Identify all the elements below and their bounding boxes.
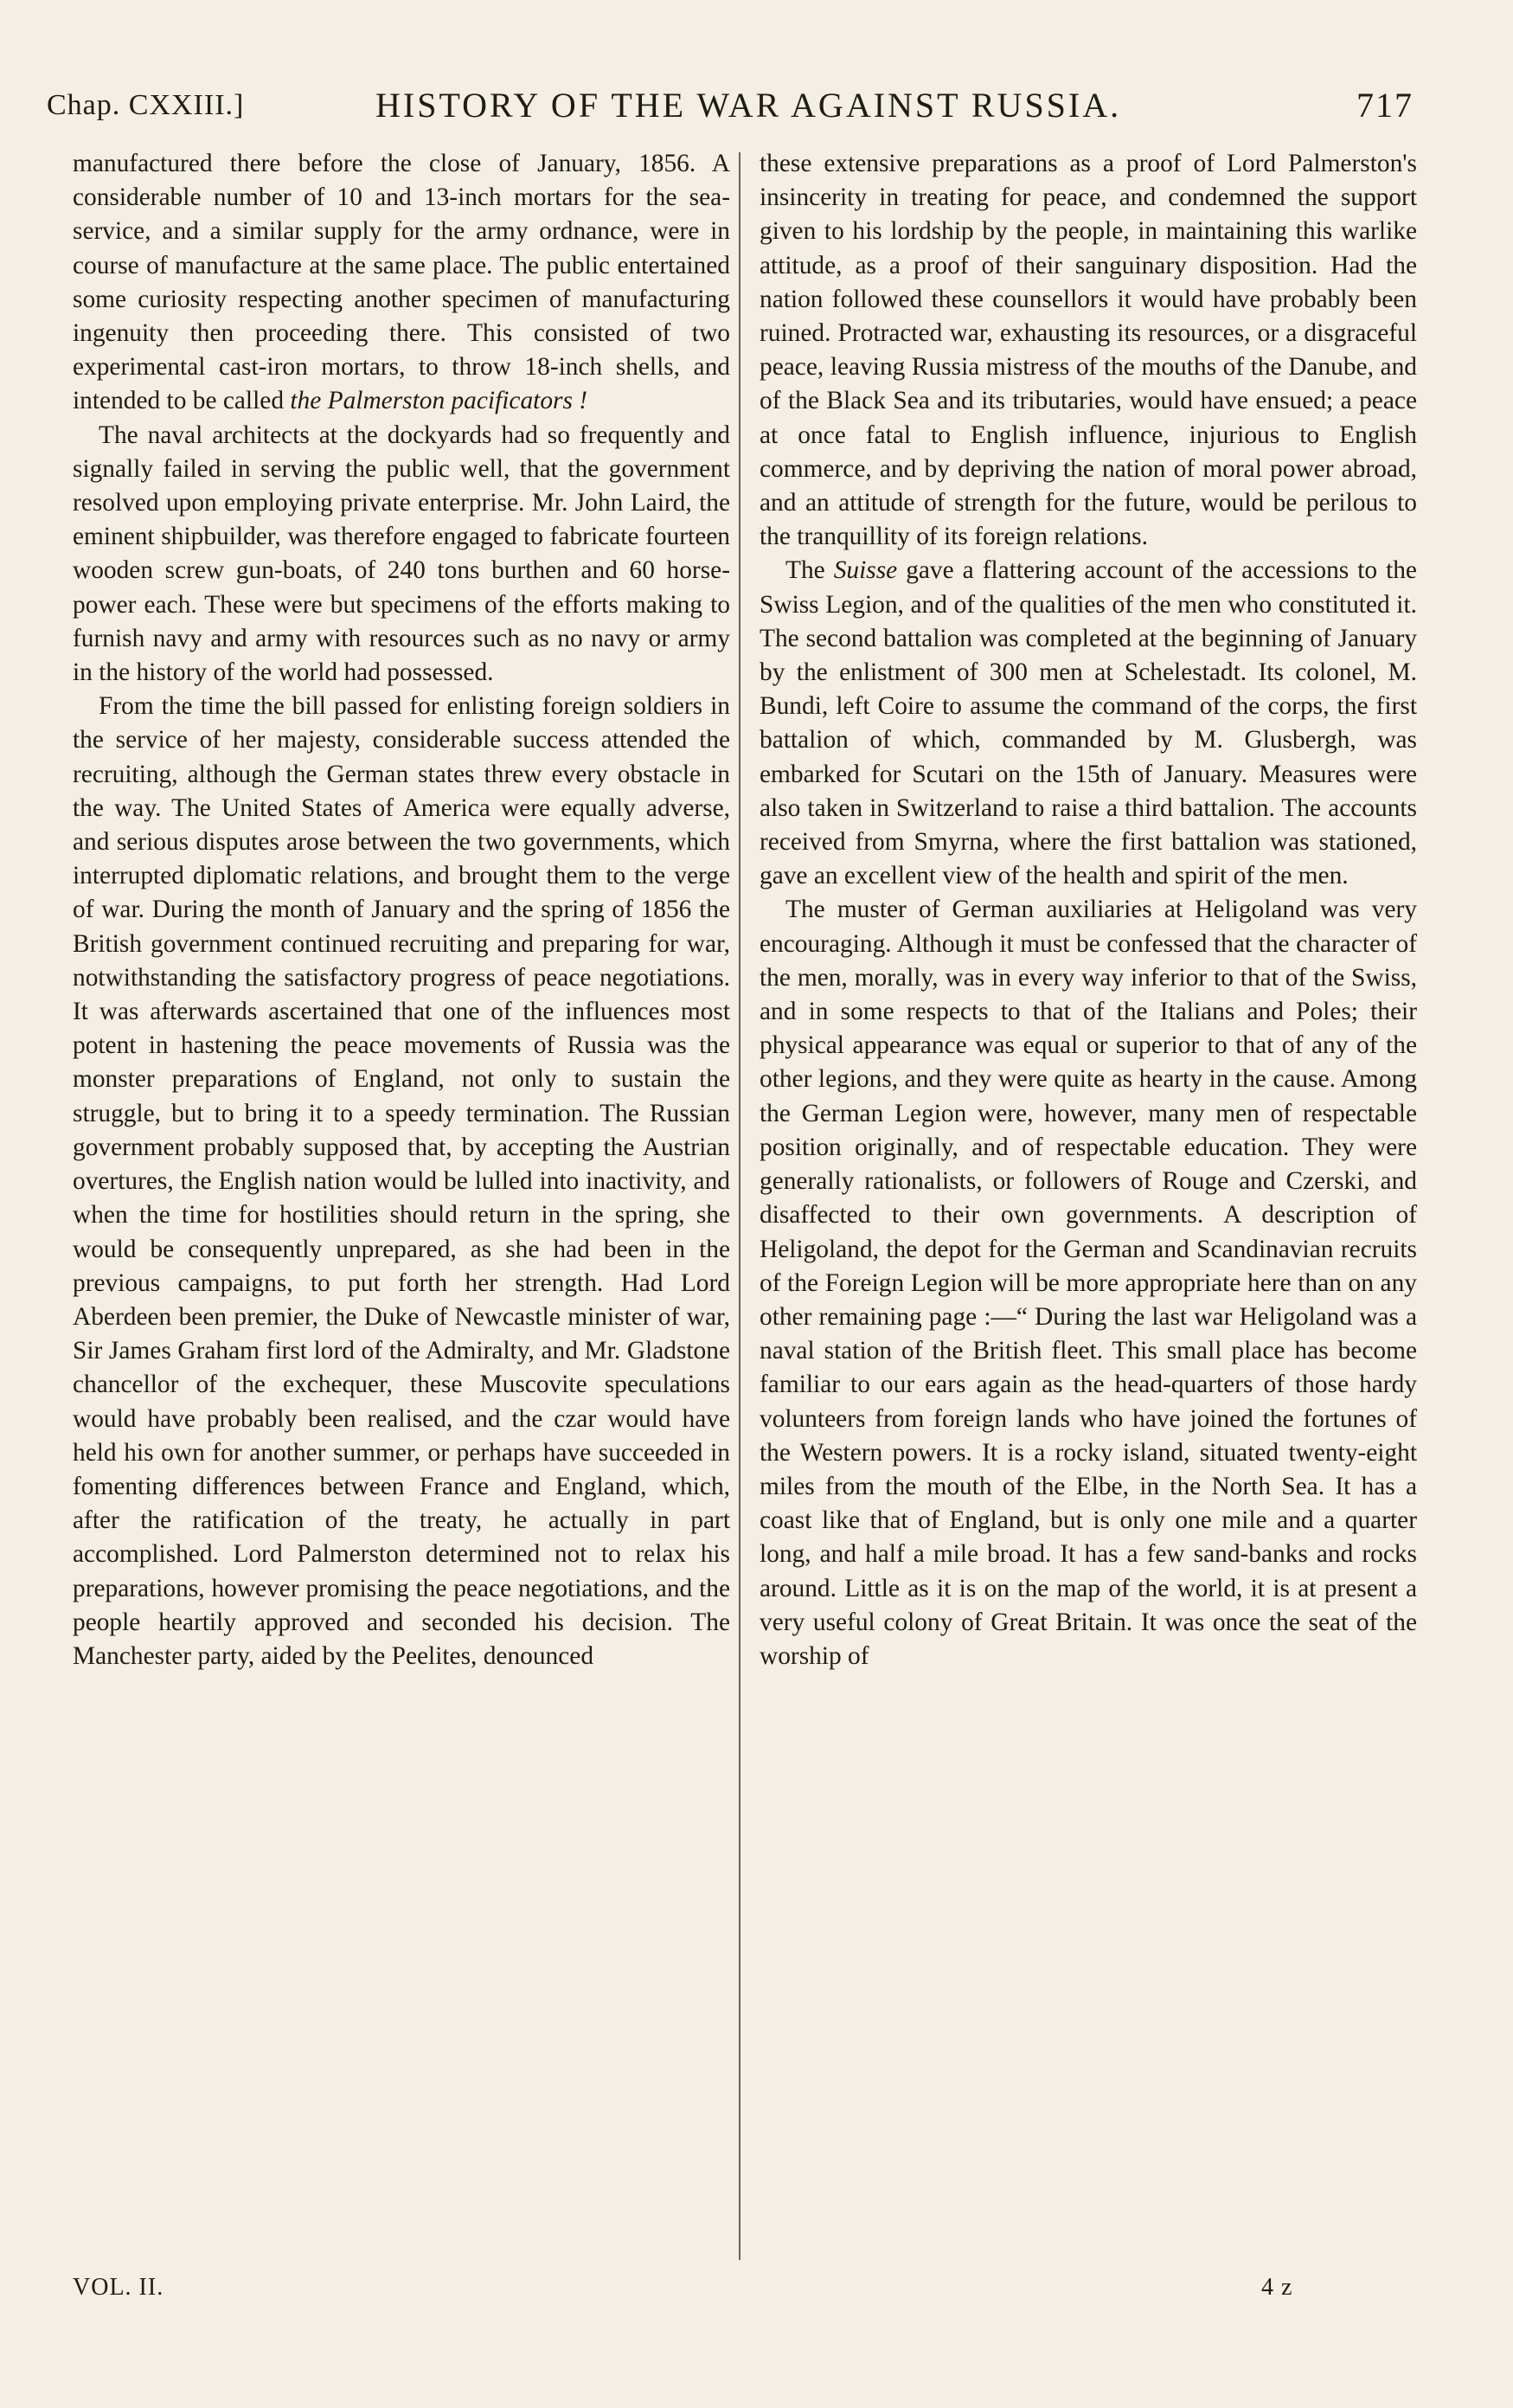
paragraph: The naval architects at the dockyards had so frequently and signally failed in serving the public well, that the government resolved upon employing private enterprise. Mr. John Laird, the eminent shipbuilder, was therefore engaged to fabricate fourteen wooden screw gun-boats, of 240 tons burthen and 60 horse-power each. These were but specimens of the efforts making to furnish navy and army with resources such as no navy or army in the history of the world had possessed.	[73, 421, 730, 687]
signature-mark: 4 z	[1261, 2274, 1293, 2301]
page-number: 717	[1356, 86, 1414, 125]
paragraph: The muster of German auxiliaries at Heligoland was very encouraging. Although it must be confessed that the character of the men, morally, was in every way inferior to that of the Swiss, and in some respects to that of the Italians and Poles; their physical appearance was equal or superior to that of any of the other legions, and they were quite as hearty in the cause. Among the German Legion were, however, many men of respectable position originally, and of respectable education. They were generally rationalists, or followers of Rouge and Czerski, and disaffected to their own governments. A description of Heligoland, the depot for the German and Scandinavian recruits of the Foreign Legion will be more appropriate here than on any other remaining page :—“ During the last war Heligoland was a naval station of the British fleet. This small place has become familiar to our ears again as the head-quarters of those hardy volunteers from foreign lands who have joined the fortunes of the Western powers. It is a rocky island, situated twenty-eight miles from the mouth of the Elbe, in the North Sea. It has a coast like that of England, but is only one mile and a quarter long, and half a mile broad. It has a few sand-banks and rocks around. Little as it is on the map of the world, it is at present a very useful colony of Great Britain. It was once the seat of the worship of	[760, 896, 1417, 1670]
right-column	[760, 147, 1417, 1673]
page-title: HISTORY OF THE WAR AGAINST RUSSIA.	[375, 86, 1122, 125]
paragraph-text: manufactured there before the close of January, 1856. A considerable number of 10 and 13-inch mortars for the sea-service, and a similar supply for the army ordnance, were in course of manufacture at the same place. The public entertained some curiosity respecting another specimen of manufacturing ingenuity then proceeding there. This consisted of two experimental cast-iron mortars, to throw 18-inch shells, and intended to be called	[73, 150, 730, 415]
paragraph	[73, 147, 730, 419]
italic-phrase: Suisse	[833, 556, 898, 585]
column-divider	[739, 152, 740, 2260]
paragraph: these extensive preparations as a proof of Lord Palmerston's insincerity in treating for peace, and condemned the support given to his lordship by the people, in maintaining this warlike attitude, as a proof of their sanguinary disposition. Had the nation followed these counsellors it would have probably been ruined. Protracted war, exhausting its resources, or a disgraceful peace, leaving Russia mistress of the mouths of the Danube, and of the Black Sea and its tributaries, would have ensued; a peace at once fatal to English influence, injurious to English commerce, and by depriving the nation of moral power abroad, and an attitude of strength for the future, would be perilous to the tranquillity of its foreign relations.	[760, 150, 1417, 551]
italic-phrase: the Palmerston pacificators !	[290, 387, 588, 415]
volume-label: VOL. II.	[73, 2274, 164, 2301]
left-column	[73, 147, 730, 1673]
paragraph-lead: The	[785, 556, 825, 585]
paragraph-text: gave a flattering account of the accessions to the Swiss Legion, and of the qualities of the men who constituted it. The second battalion was completed at the beginning of January by the enlistment of 300 men at Schelestadt. Its colonel, M. Bundi, left Coire to assume the command of the corps, the first battalion of which, commanded by M. Glusbergh, was embarked for Scutari on the 15th of January. Measures were also taken in Switzerland to raise a third battalion. The accounts received from Smyrna, where the first battalion was stationed, gave an excellent view of the health and spirit of the men.	[760, 556, 1417, 890]
chapter-label: Chap. CXXIII.]	[47, 89, 245, 121]
paragraph: From the time the bill passed for enlisting foreign soldiers in the service of her majesty, considerable success attended the recruiting, although the German states threw every obstacle in the way. The United States of America were equally adverse, and serious disputes arose between the two governments, which interrupted diplomatic relations, and brought them to the verge of war. During the month of January and the spring of 1856 the British government continued recruiting and preparing for war, notwithstanding the satisfactory progress of peace negotiations. It was afterwards ascertained that one of the influences most potent in hastening the peace movements of Russia was the monster preparations of England, not only to sustain the struggle, but to bring it to a speedy termination. The Russian government probably supposed that, by accepting the Austrian overtures, the English nation would be lulled into inactivity, and when the time for hostilities should return in the spring, she would be consequently unprepared, as she had been in the previous campaigns, to put forth her strength. Had Lord Aberdeen been premier, the Duke of Newcastle minister of war, Sir James Graham first lord of the Admiralty, and Mr. Gladstone chancellor of the exchequer, these Muscovite speculations would have probably been realised, and the czar would have held his own for another summer, or perhaps have succeeded in fomenting differences between France and England, which, after the ratification of the treaty, he actually in part accomplished. Lord Palmerston determined not to relax his preparations, however promising the peace negotiations, and the people heartily approved and seconded his decision. The Manchester party, aided by the Peelites, denounced	[73, 692, 730, 1670]
running-header	[47, 80, 1414, 132]
paragraph	[760, 554, 1417, 893]
